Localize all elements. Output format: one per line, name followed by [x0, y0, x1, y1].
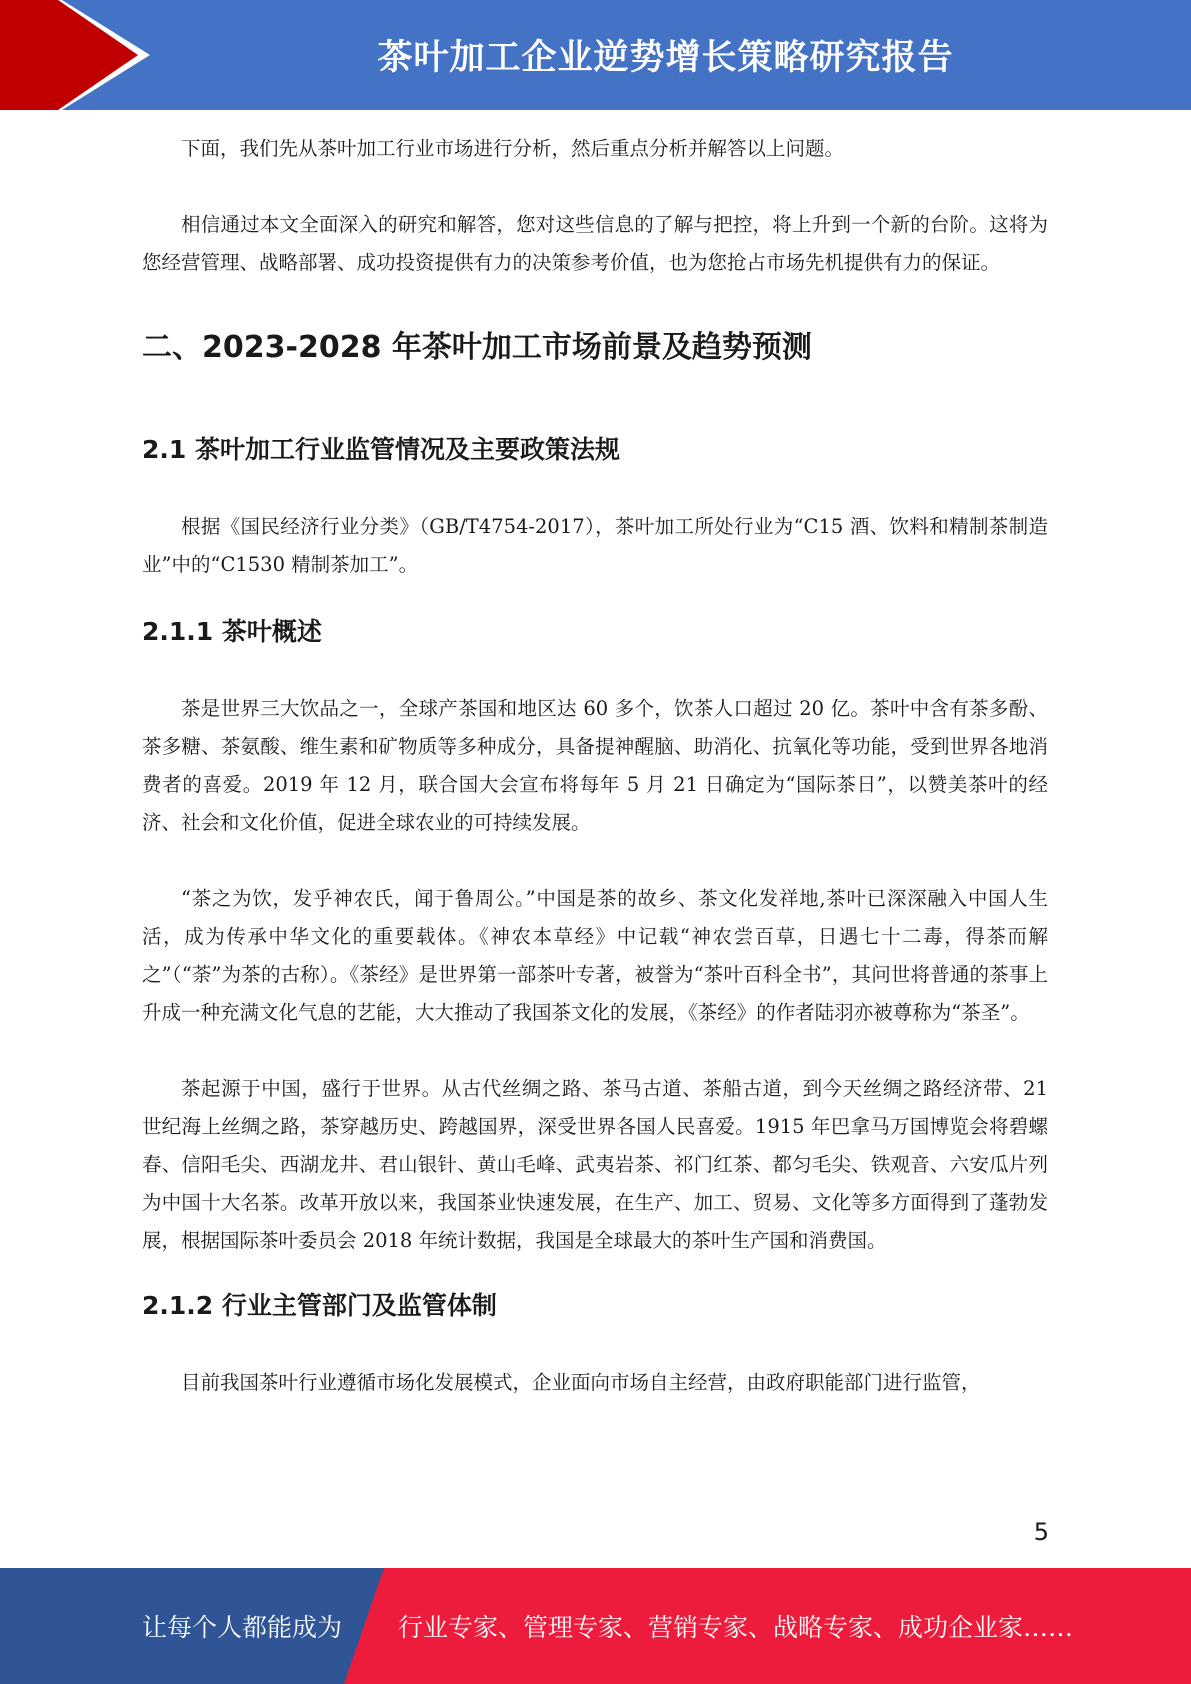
intro-paragraph-2: 相信通过本文全面深入的研究和解答，您对这些信息的了解与把控，将上升到一个新的台阶。这将为您经营管理、战略部署、成功投资提供有力的决策参考价值，也为您抢占市场先机提供有力的保证。	[142, 213, 1048, 274]
subsection-heading-2-1-2: 2.1.2 行业主管部门及监管体制	[142, 1291, 497, 1320]
subsection-heading-2-1: 2.1 茶叶加工行业监管情况及主要政策法规	[142, 435, 620, 464]
intro-paragraph-1: 下面，我们先从茶叶加工行业市场进行分析，然后重点分析并解答以上问题。	[181, 137, 845, 160]
footer-banner	[0, 1568, 1191, 1684]
footer-slogan-left: 让每个人都能成为	[142, 1613, 343, 1642]
section-heading: 二、2023-2028 年茶叶加工市场前景及趋势预测	[142, 330, 812, 365]
footer-slogan-right: 行业专家、管理专家、营销专家、战略专家、成功企业家……	[398, 1613, 1074, 1642]
subsection-2-1-1-paragraph-1: 茶是世界三大饮品之一，全球产茶国和地区达 60 多个，饮茶人口超过 20 亿。茶叶中含有茶多酚、茶多糖、茶氨酸、维生素和矿物质等多种成分，具备提神醒脑、助消化、抗氧化等功能，受到世界各地消费者的喜爱。2019 年 12 月，联合国大会宣布将每年 5 月 21 日确定为“国际茶日”，以赞美茶叶的经济、社会和文化价值，促进全球农业的可持续发展。	[142, 697, 1048, 834]
subsection-2-1-paragraph: 根据《国民经济行业分类》（GB/T4754-2017），茶叶加工所处行业为“C15 酒、饮料和精制茶制造业”中的“C1530 精制茶加工”。	[142, 515, 1048, 576]
header-arrow-decoration	[0, 0, 160, 110]
subsection-heading-2-1-1: 2.1.1 茶叶概述	[142, 617, 322, 646]
document-title: 茶叶加工企业逆势增长策略研究报告	[377, 38, 954, 78]
subsection-2-1-2-paragraph-1: 目前我国茶叶行业遵循市场化发展模式，企业面向市场自主经营，由政府职能部门进行监管，	[181, 1371, 981, 1394]
subsection-2-1-1-paragraph-2: “茶之为饮，发乎神农氏，闻于鲁周公。”中国是茶的故乡、茶文化发祥地,茶叶已深深融入中国人生活，成为传承中华文化的重要载体。《神农本草经》中记载“神农尝百草，日遇七十二毒，得茶而解之”（“荼”为茶的古称）。《茶经》是世界第一部茶叶专著，被誉为“茶叶百科全书”，其问世将普通的茶事上升成一种充满文化气息的艺能，大大推动了我国茶文化的发展，《茶经》的作者陆羽亦被尊称为“茶圣”。	[142, 887, 1048, 1024]
subsection-2-1-1-paragraph-3: 茶起源于中国，盛行于世界。从古代丝绸之路、茶马古道、茶船古道，到今天丝绸之路经济带、21 世纪海上丝绸之路，茶穿越历史、跨越国界，深受世界各国人民喜爱。1915 年巴拿马万国博览会将碧螺春、信阳毛尖、西湖龙井、君山银针、黄山毛峰、武夷岩茶、祁门红茶、都匀毛尖、铁观音、六安瓜片列为中国十大名茶。改革开放以来，我国茶业快速发展，在生产、加工、贸易、文化等多方面得到了蓬勃发展，根据国际茶叶委员会 2018 年统计数据，我国是全球最大的茶叶生产国和消费国。	[142, 1077, 1048, 1252]
page-content	[142, 130, 1048, 1402]
page-number: 5	[1033, 1518, 1049, 1546]
header-banner	[0, 0, 1191, 110]
